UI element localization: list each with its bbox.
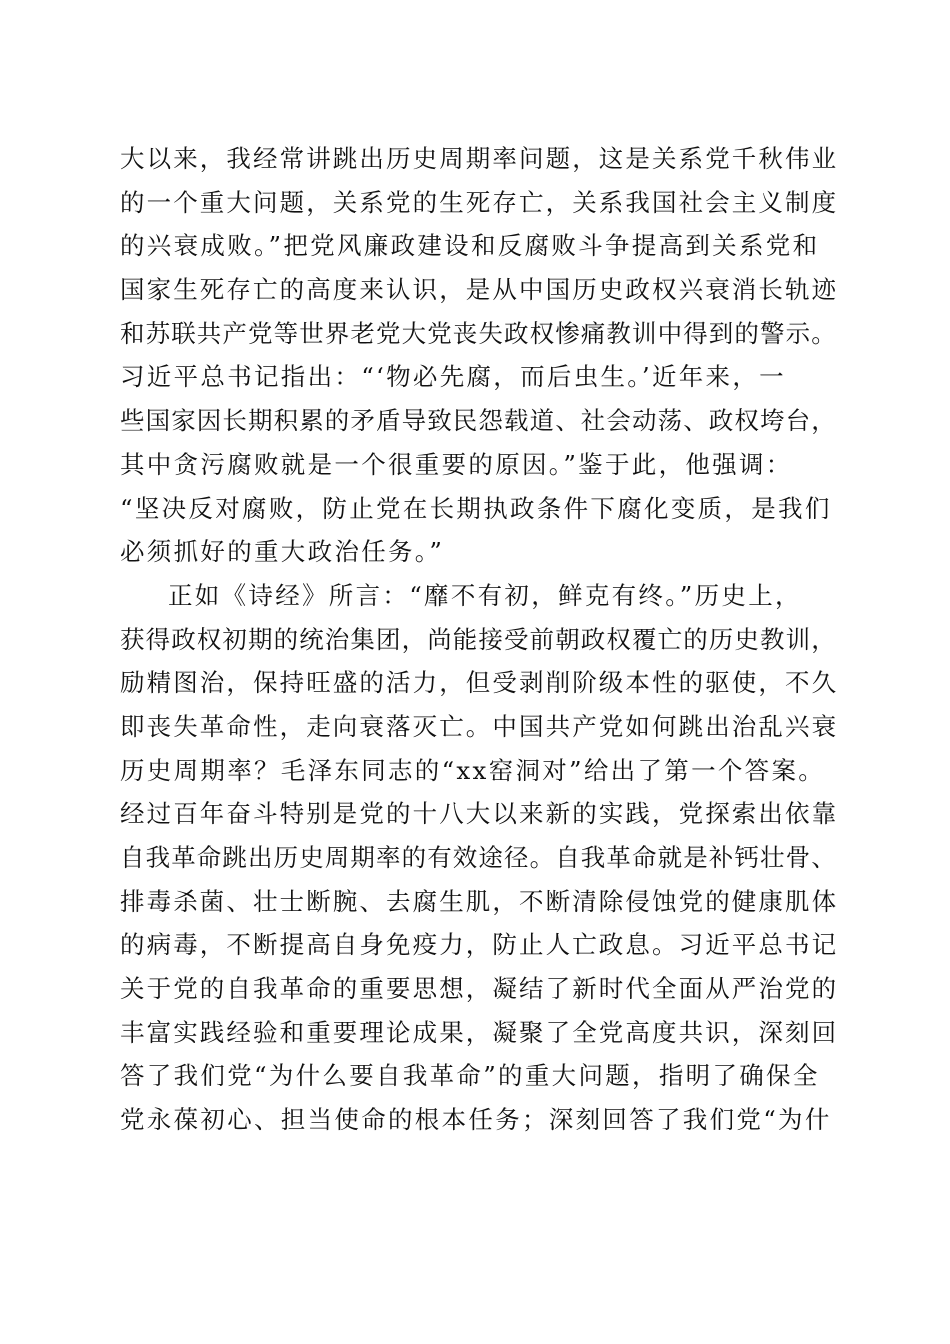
body-text	[120, 137, 840, 1142]
text-line: 其中贪污腐败就是一个很重要的原因。”鉴于此，他强调：	[120, 449, 793, 479]
text-line: 的一个重大问题，关系党的生死存亡，关系我国社会主义制度	[120, 187, 839, 217]
text-line: 励精图治，保持旺盛的活力，但受剥削阶级本性的驱使，不久	[120, 668, 839, 698]
text-line: 经过百年奋斗特别是党的十八大以来新的实践，党探索出依靠	[120, 799, 839, 829]
text-line: 即丧失革命性，走向衰落灭亡。中国共产党如何跳出治乱兴衰	[120, 711, 839, 741]
text-line: 和苏联共产党等世界老党大党丧失政权惨痛教训中得到的警示。	[120, 318, 837, 348]
text-line: “坚决反对腐败，防止党在长期执政条件下腐化变质，是我们	[120, 493, 832, 523]
text-line: 些国家因长期积累的矛盾导致民怨载道、社会动荡、政权垮台，	[120, 406, 837, 436]
text-line: 排毒杀菌、壮士断腕、去腐生肌，不断清除侵蚀党的健康肌体	[120, 886, 839, 916]
text-line: 必须抓好的重大政治任务。”	[120, 537, 445, 567]
text-line: 历史周期率？毛泽东同志的“xx窑洞对”给出了第一个答案。	[120, 755, 826, 785]
paragraph-start-line: 正如《诗经》所言：“靡不有初，鲜克有终。”历史上，	[168, 580, 802, 610]
text-line: 习近平总书记指出：“‘物必先腐，而后虫生。’近年来，一	[120, 362, 786, 392]
text-line: 的兴衰成败。”把党风廉政建设和反腐败斗争提高到关系党和	[120, 231, 820, 261]
text-line: 获得政权初期的统治集团，尚能接受前朝政权覆亡的历史教训，	[120, 624, 837, 654]
text-line: 丰富实践经验和重要理论成果，凝聚了全党高度共识，深刻回	[120, 1017, 839, 1047]
text-line: 答了我们党“为什么要自我革命”的重大问题，指明了确保全	[120, 1061, 820, 1091]
text-line: 党永葆初心、担当使命的根本任务；深刻回答了我们党“为什	[120, 1105, 832, 1135]
text-line: 的病毒，不断提高自身免疫力，防止人亡政息。习近平总书记	[120, 930, 839, 960]
text-line: 大以来，我经常讲跳出历史周期率问题，这是关系党千秋伟业	[120, 144, 839, 173]
text-line: 自我革命跳出历史周期率的有效途径。自我革命就是补钙壮骨、	[120, 843, 837, 872]
text-line: 国家生死存亡的高度来认识，是从中国历史政权兴衰消长轨迹	[120, 275, 839, 305]
text-line: 关于党的自我革命的重要思想，凝结了新时代全面从严治党的	[120, 974, 839, 1004]
